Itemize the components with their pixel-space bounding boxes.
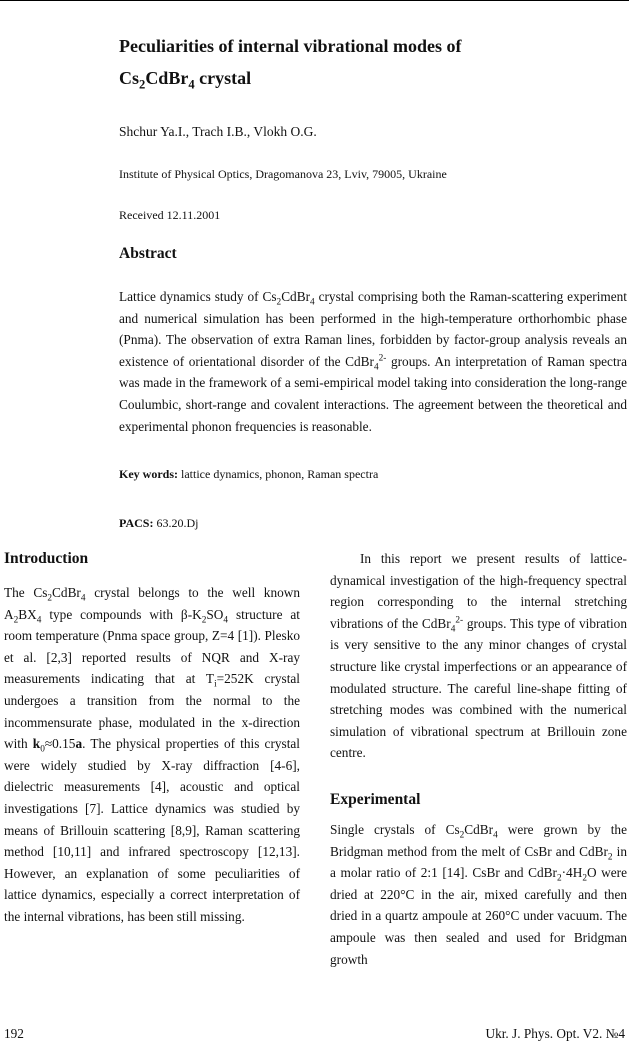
title-line-2: $Cs_2CdBr_4$ crystal [119,68,252,92]
journal-reference: Ukr. J. Phys. Opt. V2. №4 [485,1026,625,1041]
received-date: Received 12.11.2001 [119,208,221,222]
authors: Shchur Ya.I., Trach I.B., Vlokh O.G. [119,124,317,139]
experimental-heading: Experimental [330,791,421,808]
abstract-text: Lattice dynamics study of $Cs_2CdBr_4$ crystal comprising both the Raman-scattering experiment and numerical simulation has been performed in the high-temperature orthorhombic phase (Pnma). The observation of extra Raman lines, forbidden by factor-group analysis reveals an existence of orientational disorder of the CdBr$_4^{2-}$ groups. An interpretation of Raman spectra was made in the framework of a semi-empirical model taking into consideration the long-range Coulumbic, short-range and covalent interactions. The agreement between the theoretical and experimental phonon frequencies is reasonable. [119,289,627,434]
report-paragraph: In this report we present results of lattice-dynamical investigation of the high-frequency spectral region corresponding to the internal stretching vibrations of the CdBr$_4^{2-}$ groups. This type of vibration is very sensitive to the any minor changes of crystal structure like crystal imperfections or an appearance of modulated structure. The careful line-shape fitting of stretching modes was combined with the numerical simulation of vibrational spectrum at Brillouin zone centre. [330,551,627,761]
affiliation: Institute of Physical Optics, Dragomanova 23, Lviv, 79005, Ukraine [119,167,447,181]
experimental-text: Single crystals of $Cs_2CdBr_4$ were grown by the Bridgman method from the melt of CsBr and CdBr$_2$ in a molar ratio of 2:1 [14]. CsBr and $CdBr_2\cdot 4H_2O$ were dried at 220°C in the air, mixed carefully and then dried in a quartz ampoule at 260°C under vacuum. The ampoule was then sealed and used for Bridgman growth [330,822,628,967]
pacs: PACS: 63.20.Dj [119,516,199,530]
abstract-heading: Abstract [119,245,177,262]
page-number: 192 [4,1026,24,1041]
introduction-text: The $Cs_2CdBr_4$ crystal belongs to the well known $A_2BX_4$ type compounds with $\beta-K_2SO_4$ structure at room temperature (Pnma space group, Z=4 [1]). Plesko et al. [2,3] reported results of NQR and X-ray measurements indicating that at $T_i=252K$ crystal undergoes a transition from the normal to the incommensurate phase, modulated in the x-direction with $k_0\approx 0.15a$. The physical properties of this crystal were widely studied by X-ray diffraction [4-6], dielectric measurements [4], acoustic and optical investigations [7]. Lattice dynamics was studied by means of Brillouin scattering [8,9], Raman scattering method [10,11] and infrared spectroscopy [12,13]. However, an explanation of some peculiarities of lattice dynamics, especially a correct interpretation of the internal vibrations, has been still missing. [4,585,301,924]
top-rule [0,0,629,1]
introduction-heading: Introduction [4,550,89,567]
keywords: Key words: lattice dynamics, phonon, Raman spectra [119,467,379,481]
title-line-1: Peculiarities of internal vibrational modes of [119,36,462,56]
paper-title [119,30,599,94]
